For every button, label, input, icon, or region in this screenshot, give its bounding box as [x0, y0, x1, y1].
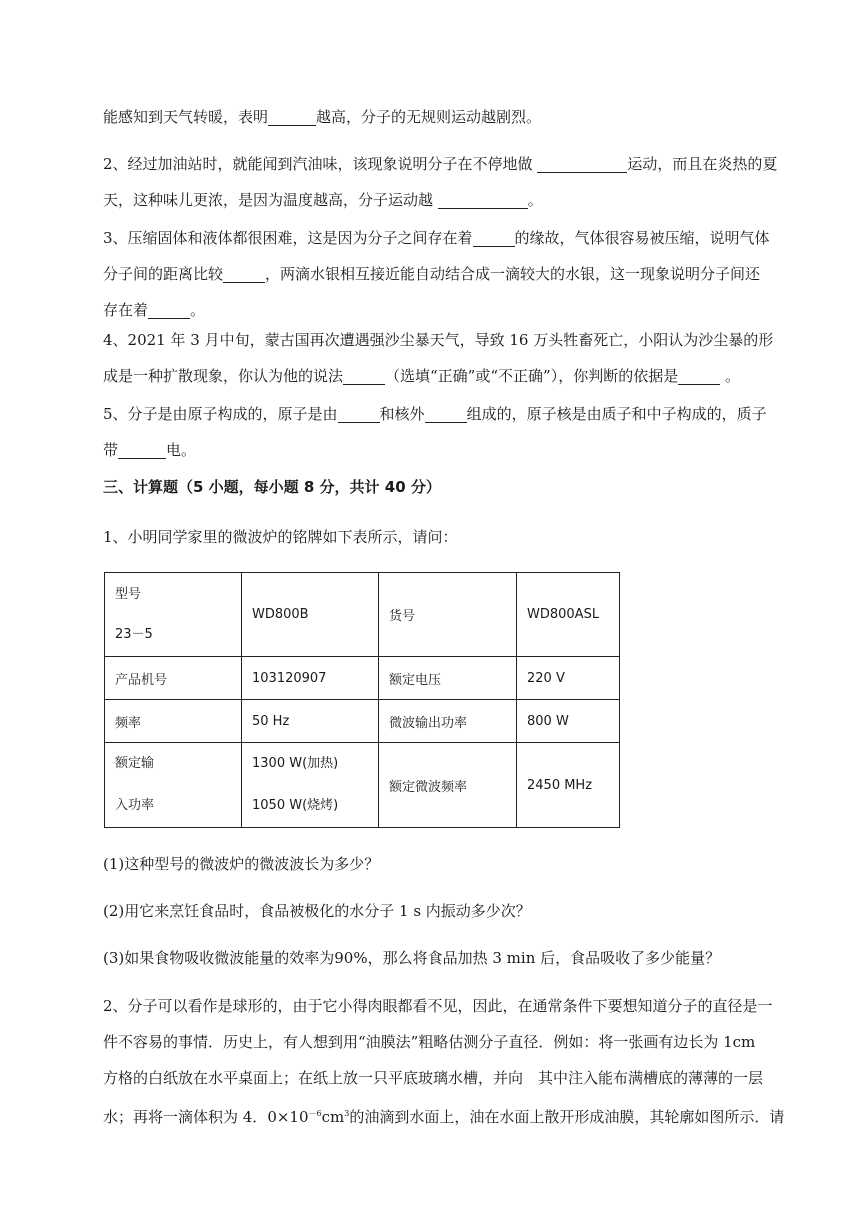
table-cell: WD800ASL — [517, 573, 620, 657]
sub-question-2: (2)用它来烹饪食品时，食品被极化的水分子 1 s 内振动多少次？ — [103, 902, 531, 920]
table-cell: 220 V — [517, 657, 620, 700]
table-cell: 型号 23－5 — [105, 573, 242, 657]
answer-blank[interactable] — [343, 366, 385, 385]
answer-blank[interactable] — [118, 440, 166, 459]
answer-blank[interactable] — [678, 366, 720, 385]
calc-question-2: 2、分子可以看作是球形的，由于它小得肉眼都看不见，因此，在通常条件下要想知道分子的直径是一 件不容易的事情．历史上，有人想到用“油膜法”粗略估测分子直径．例如：将一张画有边长为 1cm 方格的白纸放在水平桌面上；在纸上放一只平底玻璃水槽，并向 其中注入能布满槽底的薄薄的一层 水；再将一滴体积为 4．$0\times 10^{-6}cm^3$的油滴到水面上，油在水面上散开形成油膜，其轮廓如图所示．请 — [103, 997, 785, 1126]
section-title: 三、计算题（5 小题，每小题 8 分，共计 40 分） — [103, 478, 441, 496]
table-row — [105, 743, 620, 828]
answer-blank[interactable] — [338, 404, 380, 423]
table-cell: 频率 — [105, 700, 242, 743]
table-cell: WD800B — [242, 573, 379, 657]
fill-question-5: 5、分子是由原子构成的，原子是由 和核外 组成的，原子核是由质子和中子构成的，质子 带 电。 — [103, 405, 767, 459]
table-cell: 微波输出功率 — [379, 700, 517, 743]
answer-blank[interactable] — [268, 107, 316, 126]
table-row — [105, 657, 620, 700]
fill-question-1-continued: 能感知到天气转暖，表明 越高，分子的无规则运动越剧烈。 — [103, 108, 542, 126]
calc-question-1-intro: 1、小明同学家里的微波炉的铭牌如下表所示，请问： — [103, 528, 458, 546]
sub-question-3: (3)如果食物吸收微波能量的效率为90%，那么将食品加热 3 min 后，食品吸收了多少能量？ — [103, 949, 721, 967]
answer-blank[interactable] — [425, 404, 467, 423]
table-cell: 额定微波频率 — [379, 743, 517, 828]
table-cell: 货号 — [379, 573, 517, 657]
microwave-nameplate-table — [104, 572, 620, 828]
answer-blank[interactable] — [473, 228, 515, 247]
sub-question-1: (1)这种型号的微波炉的微波波长为多少？ — [103, 855, 380, 873]
table-row — [105, 573, 620, 657]
fill-question-4: 4、2021 年 3 月中旬，蒙古国再次遭遇强沙尘暴天气，导致 16 万头牲畜死亡，小阳认为沙尘暴的形 成是一种扩散现象，你认为他的说法 （选填“正确”或“不正确”），你判断的依据是 。 — [103, 331, 774, 385]
table-cell: 2450 MHz — [517, 743, 620, 828]
fill-question-2: 2、经过加油站时，就能闻到汽油味，该现象说明分子在不停地做 运动，而且在炎热的夏 天，这种味儿更浓，是因为温度越高，分子运动越 。 — [103, 155, 778, 209]
table-cell: 产品机号 — [105, 657, 242, 700]
table-cell: 1300 W(加热) 1050 W(烧烤) — [242, 743, 379, 828]
table-cell: 50 Hz — [242, 700, 379, 743]
table-cell: 800 W — [517, 700, 620, 743]
answer-blank[interactable] — [438, 190, 528, 209]
table-cell: 103120907 — [242, 657, 379, 700]
answer-blank[interactable] — [148, 300, 190, 319]
fill-question-3: 3、压缩固体和液体都很困难，这是因为分子之间存在着 的缘故，气体很容易被压缩，说明气体 分子间的距离比较 ，两滴水银相互接近能自动结合成一滴较大的水银，这一现象说明分子间还 存在着 。 — [103, 229, 770, 319]
table-cell: 额定电压 — [379, 657, 517, 700]
answer-blank[interactable] — [537, 154, 627, 173]
table-row — [105, 700, 620, 743]
table-cell: 额定输 入功率 — [105, 743, 242, 828]
answer-blank[interactable] — [223, 264, 265, 283]
